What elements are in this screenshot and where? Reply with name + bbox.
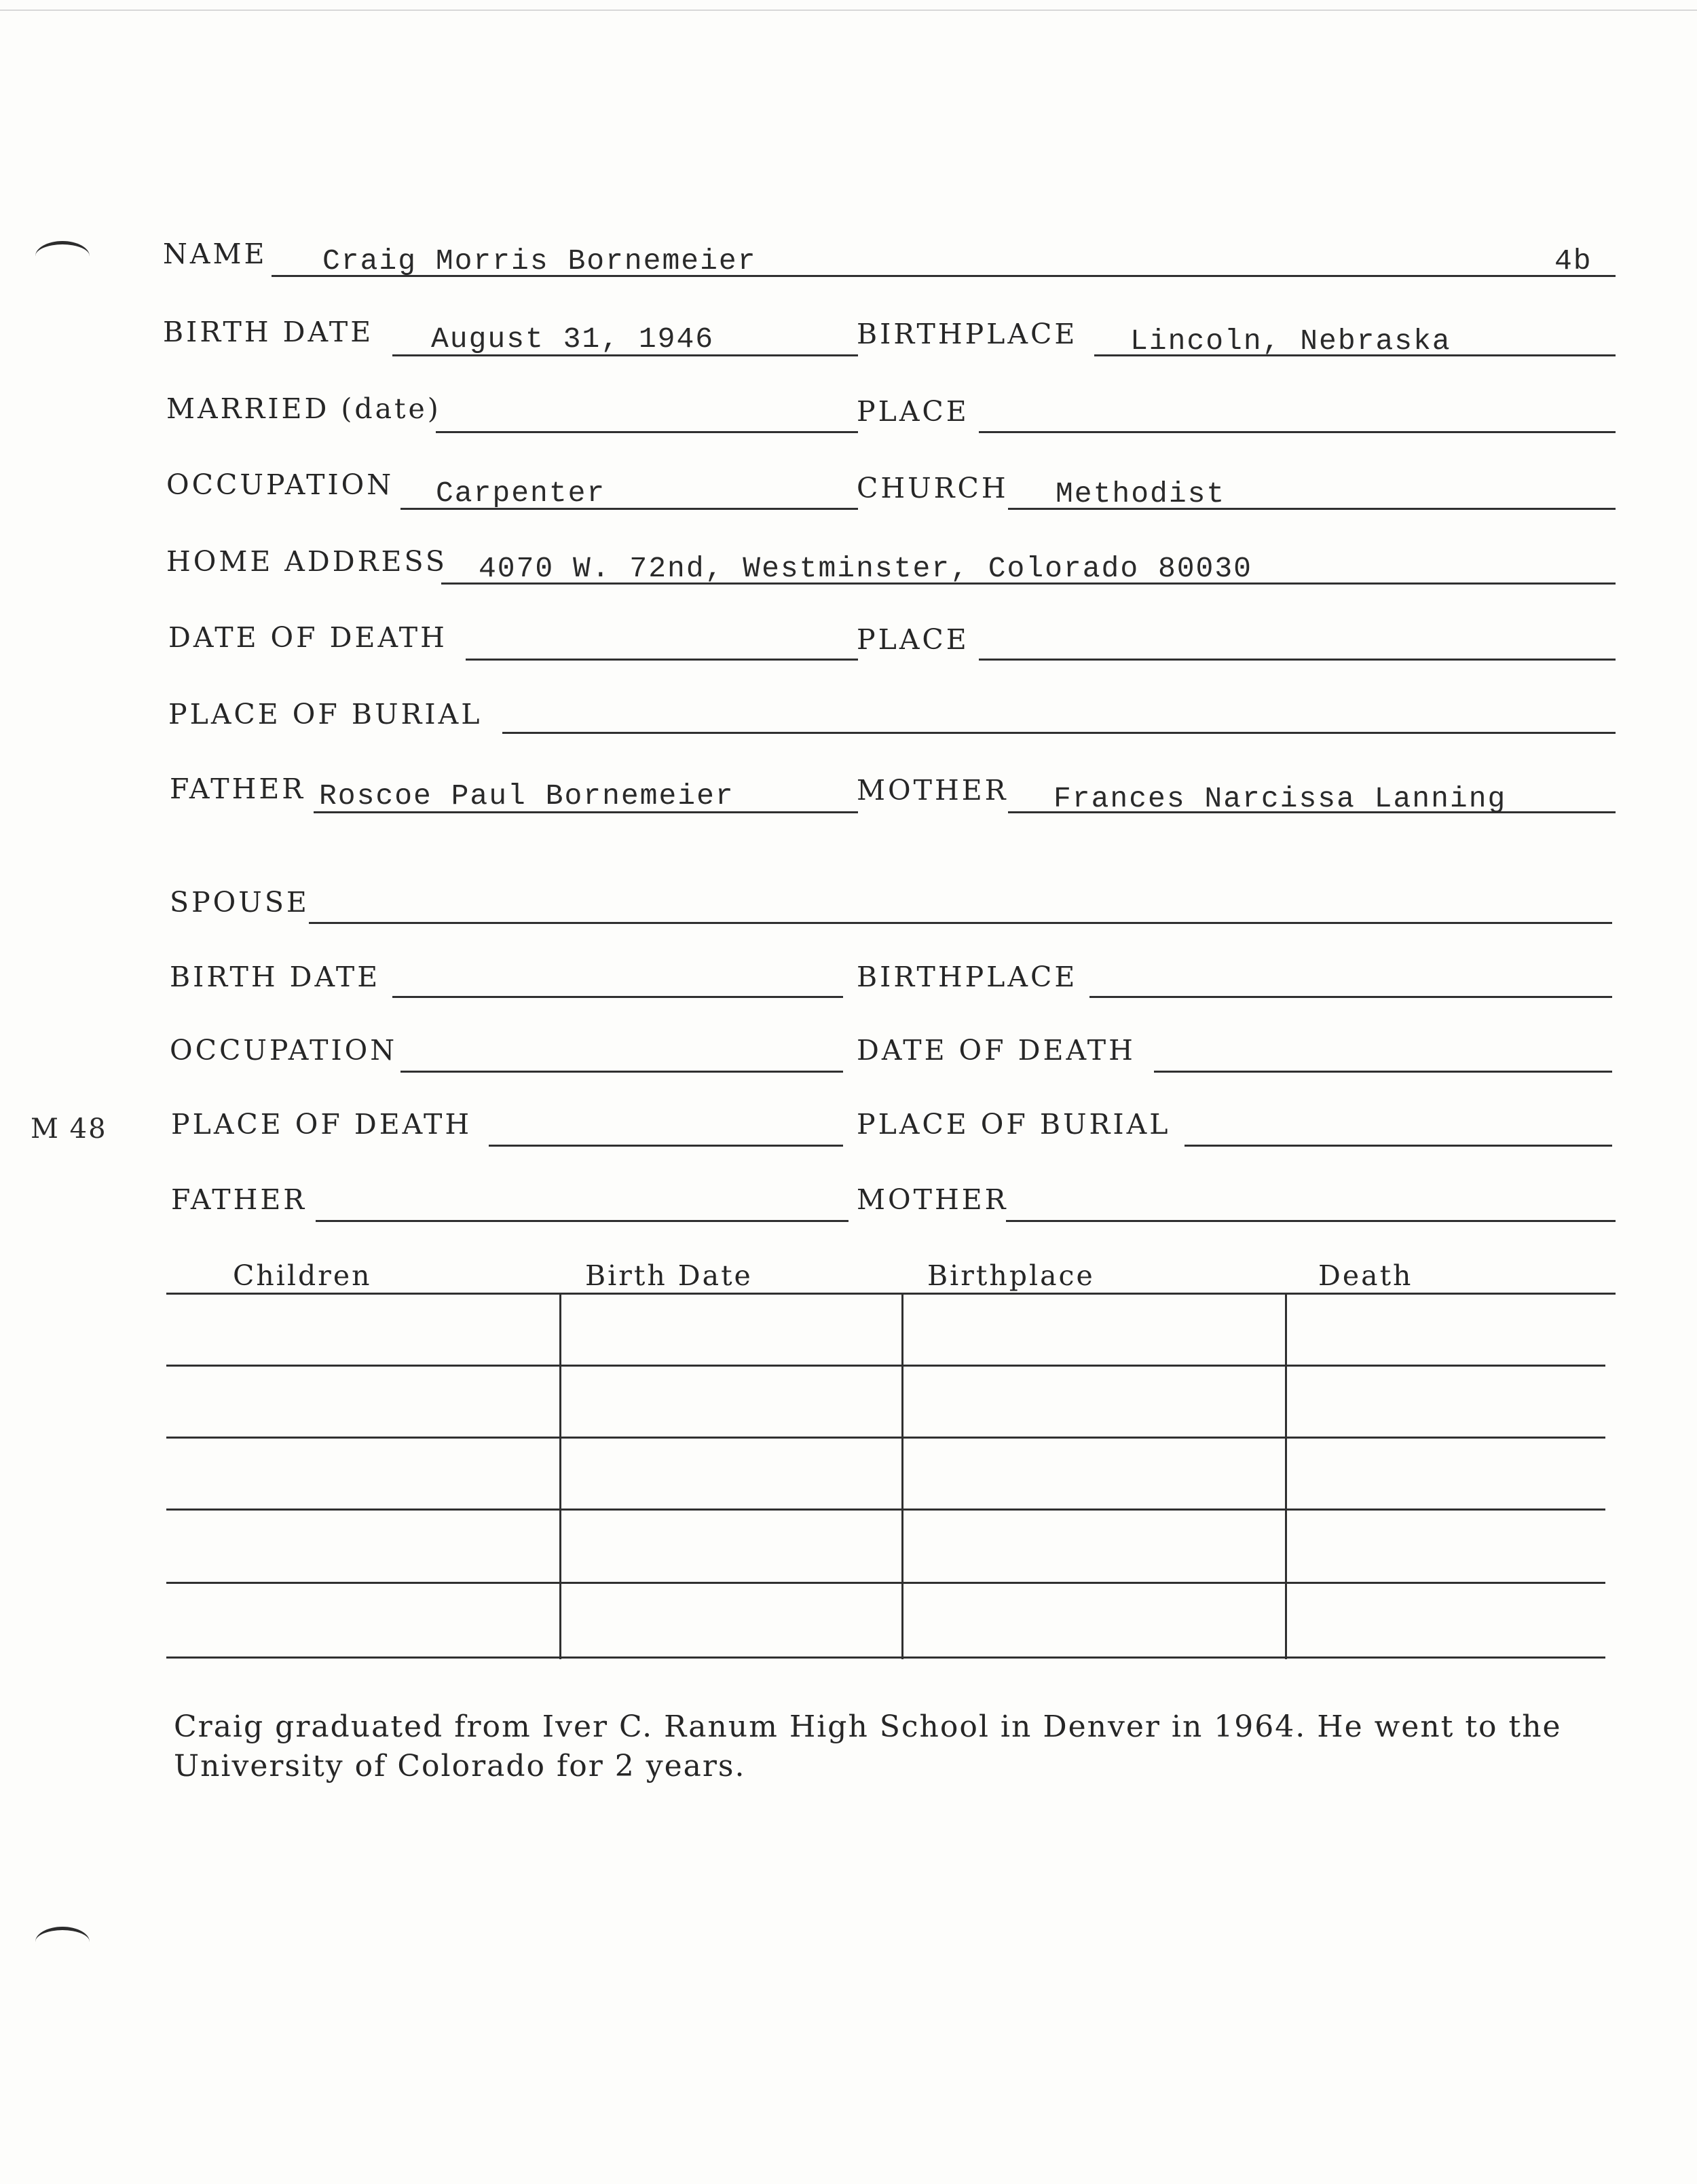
binder-punch-top	[35, 241, 90, 272]
married-label: MARRIED (date)	[166, 392, 441, 425]
col-header-birth-date: Birth Date	[585, 1259, 753, 1292]
spouse-birthplace-label: BIRTHPLACE	[857, 961, 1078, 993]
married-place-line	[979, 431, 1616, 433]
married-line	[436, 431, 858, 433]
margin-note: M 48	[31, 1113, 107, 1145]
spouse-occupation-line	[400, 1071, 843, 1073]
mother-label: MOTHER	[857, 774, 1009, 807]
col-header-death: Death	[1318, 1259, 1413, 1292]
page-number: 4b	[1554, 244, 1592, 278]
spouse-label: SPOUSE	[170, 886, 310, 919]
death-date-label: DATE OF DEATH	[168, 621, 447, 654]
binder-punch-bottom	[35, 1927, 90, 1957]
spouse-line	[309, 922, 1612, 924]
spouse-death-place-line	[489, 1145, 843, 1147]
spouse-father-label: FATHER	[171, 1183, 307, 1216]
church-value: Methodist	[1056, 477, 1226, 511]
burial-line	[502, 732, 1616, 734]
death-place-line	[979, 659, 1616, 661]
spouse-burial-label: PLACE OF BURIAL	[857, 1108, 1171, 1141]
spouse-birth-date-line	[392, 996, 843, 998]
spouse-father-line	[316, 1220, 848, 1222]
address-label: HOME ADDRESS	[166, 545, 447, 578]
table-col-divider-1	[559, 1293, 561, 1659]
married-place-label: PLACE	[857, 395, 969, 428]
death-date-line	[466, 659, 858, 661]
col-header-children: Children	[233, 1259, 372, 1292]
col-header-birthplace: Birthplace	[927, 1259, 1095, 1292]
table-row-line-3	[166, 1509, 1605, 1511]
birth-date-value: August 31, 1946	[431, 322, 715, 356]
table-row-line-5	[166, 1656, 1605, 1659]
biography-note: Craig graduated from Iver C. Ranum High School in Denver in 1964. He went to the University of Colorado for 2 years.	[174, 1709, 1562, 1783]
occupation-label: OCCUPATION	[166, 468, 394, 501]
spouse-death-date-line	[1154, 1071, 1612, 1073]
father-value: Roscoe Paul Bornemeier	[319, 779, 734, 813]
spouse-burial-line	[1185, 1145, 1612, 1147]
spouse-birth-date-label: BIRTH DATE	[170, 961, 381, 993]
birthplace-label: BIRTHPLACE	[857, 318, 1078, 350]
father-label: FATHER	[170, 773, 306, 805]
church-label: CHURCH	[857, 472, 1009, 504]
spouse-occupation-label: OCCUPATION	[170, 1034, 398, 1067]
table-row-line-2	[166, 1437, 1605, 1439]
spouse-death-date-label: DATE OF DEATH	[857, 1034, 1136, 1067]
table-col-divider-2	[901, 1293, 903, 1659]
spouse-birthplace-line	[1089, 996, 1612, 998]
spouse-mother-line	[1006, 1220, 1616, 1222]
scan-edge	[0, 10, 1697, 11]
death-place-label: PLACE	[857, 623, 969, 656]
name-label: NAME	[163, 238, 267, 270]
spouse-mother-label: MOTHER	[857, 1183, 1009, 1216]
table-header-line	[166, 1293, 1616, 1295]
name-value: Craig Morris Bornemeier	[322, 244, 757, 278]
occupation-value: Carpenter	[436, 477, 606, 510]
mother-value: Frances Narcissa Lanning	[1053, 782, 1507, 815]
table-row-line-4	[166, 1582, 1605, 1584]
birthplace-value: Lincoln, Nebraska	[1130, 325, 1451, 358]
birth-date-label: BIRTH DATE	[163, 316, 374, 348]
table-col-divider-3	[1285, 1293, 1287, 1659]
burial-label: PLACE OF BURIAL	[168, 698, 483, 730]
table-row-line-1	[166, 1365, 1605, 1367]
spouse-death-place-label: PLACE OF DEATH	[171, 1108, 472, 1141]
address-value: 4070 W. 72nd, Westminster, Colorado 80030	[479, 552, 1252, 585]
